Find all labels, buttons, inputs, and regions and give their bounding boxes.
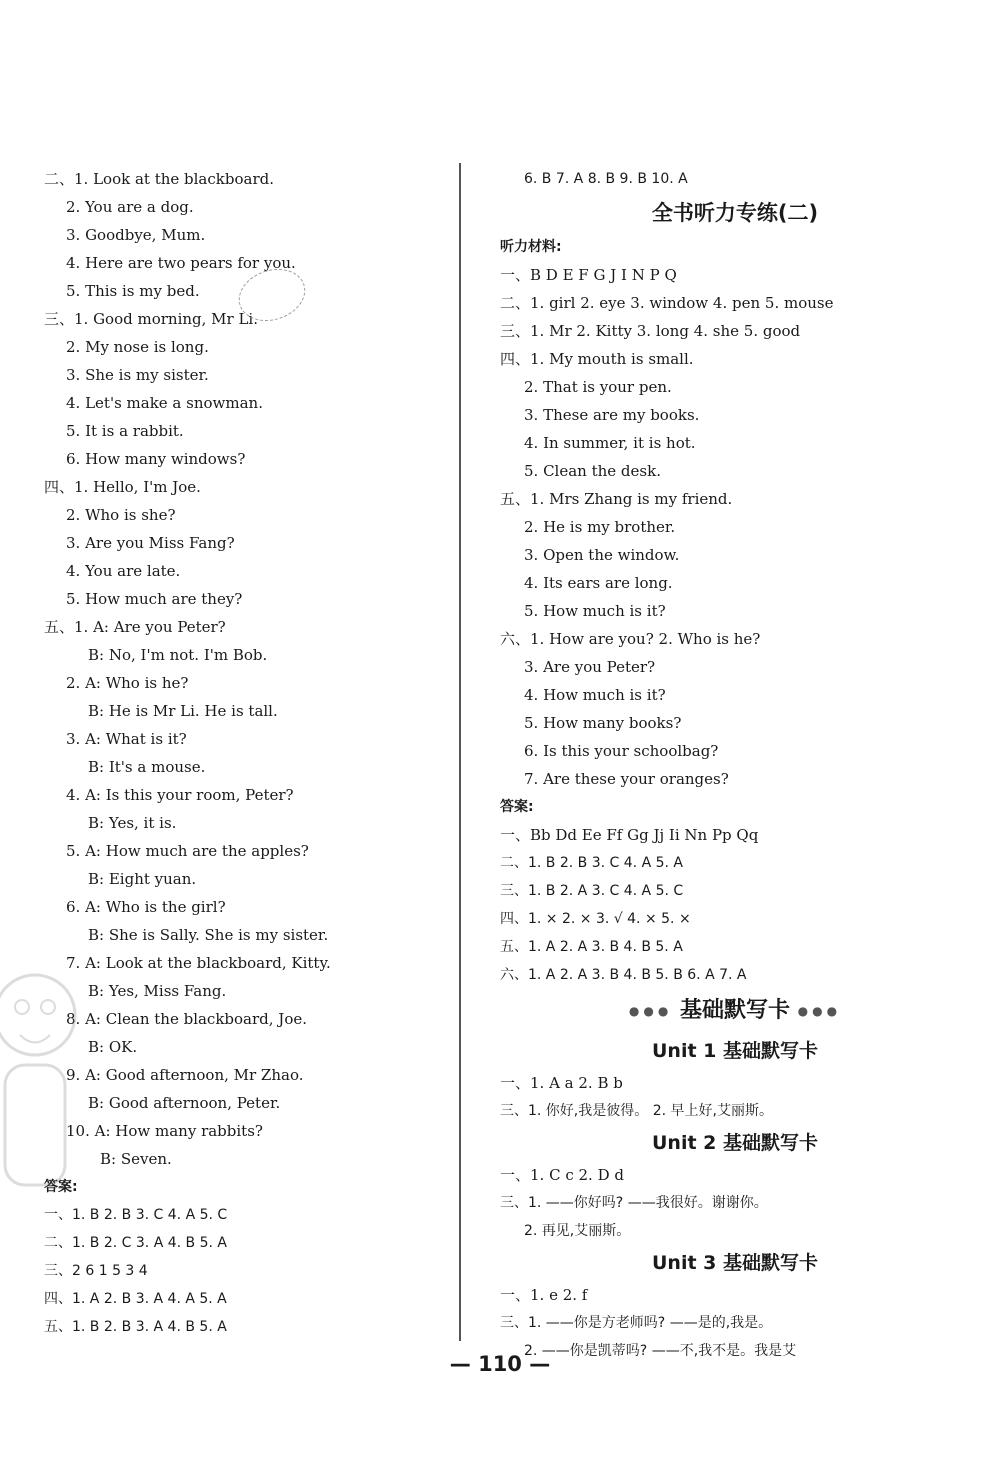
answer-line: B: OK.	[88, 1038, 138, 1056]
answer-line: 4. A: Is this your room, Peter?	[66, 786, 294, 804]
answer-line: 一、1. C c 2. D d	[500, 1166, 624, 1184]
answer-line: 一、1. A a 2. B b	[500, 1074, 623, 1092]
page-number: — 110 —	[449, 1352, 551, 1376]
listening-practice-content	[500, 233, 970, 989]
answer-line: 三、1. 你好,我是彼得。 2. 早上好,艾丽斯。	[500, 1103, 773, 1119]
answer-line: 五、1. A: Are you Peter?	[44, 618, 226, 636]
unit-title: Unit 2 基础默写卡	[652, 1132, 818, 1154]
answer-line: 3. Goodbye, Mum.	[66, 226, 206, 244]
answer-line: 4. Here are two pears for you.	[66, 254, 296, 272]
answer-line: 四、1. A 2. B 3. A 4. A 5. A	[44, 1291, 227, 1307]
answer-line: 五、1. Mrs Zhang is my friend.	[500, 490, 733, 508]
answer-line: 2. That is your pen.	[524, 378, 672, 396]
answer-line: B: Yes, Miss Fang.	[88, 982, 227, 1000]
answer-line: 二、1. Look at the blackboard.	[44, 170, 274, 188]
answer-line: 5. Clean the desk.	[524, 462, 661, 480]
answer-line: 7. Are these your oranges?	[524, 770, 729, 788]
decorative-dots-icon: ●●●	[797, 1004, 842, 1018]
answer-line: 6. How many windows?	[66, 450, 246, 468]
answer-line: 4. How much is it?	[524, 686, 666, 704]
answer-line: 听力材料:	[500, 239, 562, 255]
answer-line: 四、1. × 2. × 3. √ 4. × 5. ×	[500, 911, 691, 927]
answer-line: 四、1. Hello, I'm Joe.	[44, 478, 201, 496]
listening-practice-title: 全书听力专练(二)	[651, 201, 819, 225]
right-top-answers	[500, 165, 970, 193]
answer-line: 3. A: What is it?	[66, 730, 187, 748]
answer-line: 4. You are late.	[66, 562, 181, 580]
answer-line: 4. Let's make a snowman.	[66, 394, 263, 412]
answer-line: 五、1. B 2. B 3. A 4. B 5. A	[44, 1319, 227, 1335]
answer-line: 一、B D E F G J I N P Q	[500, 266, 677, 284]
answer-line: 2. He is my brother.	[524, 518, 676, 536]
answer-line: 六、1. A 2. A 3. B 4. B 5. B 6. A 7. A	[500, 967, 747, 983]
dictation-section-title	[500, 989, 970, 1033]
answer-line: 5. How many books?	[524, 714, 682, 732]
answer-line: 3. Are you Miss Fang?	[66, 534, 235, 552]
answer-line: 五、1. A 2. A 3. B 4. B 5. A	[500, 939, 683, 955]
answer-line: B: Yes, it is.	[88, 814, 177, 832]
answer-line: B: It's a mouse.	[88, 758, 206, 776]
answer-line: 5. A: How much are the apples?	[66, 842, 309, 860]
answer-line: 3. Are you Peter?	[524, 658, 656, 676]
answer-line: 9. A: Good afternoon, Mr Zhao.	[66, 1066, 304, 1084]
unit-title: Unit 1 基础默写卡	[652, 1040, 818, 1062]
answer-line: 5. This is my bed.	[66, 282, 200, 300]
answer-line: 2. ——你是凯蒂吗? ——不,我不是。我是艾	[524, 1343, 797, 1359]
answer-line: 8. A: Clean the blackboard, Joe.	[66, 1010, 307, 1028]
answer-line: B: Eight yuan.	[88, 870, 197, 888]
left-column	[44, 165, 444, 1341]
answer-line: 2. You are a dog.	[66, 198, 194, 216]
answer-line: 答案:	[500, 799, 534, 815]
mascot-watermark-icon	[0, 955, 80, 1205]
answer-line: 四、1. My mouth is small.	[500, 350, 694, 368]
answer-line: 3. Open the window.	[524, 546, 680, 564]
answer-line: 2. 再见,艾丽斯。	[524, 1223, 631, 1239]
answer-line: 6. Is this your schoolbag?	[524, 742, 719, 760]
answer-line: 7. A: Look at the blackboard, Kitty.	[66, 954, 331, 972]
answer-line: 答案:	[44, 1179, 78, 1195]
answer-line: 4. Its ears are long.	[524, 574, 673, 592]
answer-line: B: Seven.	[100, 1150, 172, 1168]
unit-lines	[500, 1161, 970, 1245]
right-column	[500, 165, 970, 1365]
answer-line: B: Good afternoon, Peter.	[88, 1094, 281, 1112]
answer-line: 4. In summer, it is hot.	[524, 434, 696, 452]
answer-line: 三、2 6 1 5 3 4	[44, 1263, 148, 1279]
answer-line: 5. How much is it?	[524, 602, 666, 620]
answer-line: 一、1. e 2. f	[500, 1286, 588, 1304]
answer-line: B: No, I'm not. I'm Bob.	[88, 646, 268, 664]
answer-line: 二、1. B 2. B 3. C 4. A 5. A	[500, 855, 683, 871]
column-divider	[459, 163, 461, 1341]
answer-line: 六、1. How are you? 2. Who is he?	[500, 630, 761, 648]
unit-title: Unit 3 基础默写卡	[652, 1252, 818, 1274]
answer-line: 3. These are my books.	[524, 406, 700, 424]
answer-line: 6. B 7. A 8. B 9. B 10. A	[524, 171, 688, 187]
answer-line: B: She is Sally. She is my sister.	[88, 926, 329, 944]
answer-line: 3. She is my sister.	[66, 366, 209, 384]
answer-line: 一、1. B 2. B 3. C 4. A 5. C	[44, 1207, 228, 1223]
unit-lines	[500, 1069, 970, 1125]
answer-line: 2. Who is she?	[66, 506, 176, 524]
answer-line: 5. How much are they?	[66, 590, 243, 608]
answer-line: 二、1. B 2. C 3. A 4. B 5. A	[44, 1235, 227, 1251]
answer-line: 2. My nose is long.	[66, 338, 209, 356]
answer-line: 三、1. B 2. A 3. C 4. A 5. C	[500, 883, 684, 899]
answer-line: 一、Bb Dd Ee Ff Gg Jj Ii Nn Pp Qq	[500, 826, 759, 844]
answer-line: 2. A: Who is he?	[66, 674, 189, 692]
answer-line: 10. A: How many rabbits?	[66, 1122, 263, 1140]
dictation-units	[500, 1033, 970, 1365]
dictation-section-label: 基础默写卡	[679, 998, 790, 1023]
answer-line: B: He is Mr Li. He is tall.	[88, 702, 278, 720]
answer-line: 三、1. Good morning, Mr Li.	[44, 310, 258, 328]
answer-line: 5. It is a rabbit.	[66, 422, 184, 440]
answer-line: 二、1. girl 2. eye 3. window 4. pen 5. mouse	[500, 294, 834, 312]
answer-line: 三、1. ——你是方老师吗? ——是的,我是。	[500, 1315, 773, 1331]
answer-line: 三、1. Mr 2. Kitty 3. long 4. she 5. good	[500, 322, 801, 340]
decorative-dots-icon: ●●●	[628, 1004, 673, 1018]
answer-line: 三、1. ——你好吗? ——我很好。谢谢你。	[500, 1195, 768, 1211]
answer-line: 6. A: Who is the girl?	[66, 898, 226, 916]
